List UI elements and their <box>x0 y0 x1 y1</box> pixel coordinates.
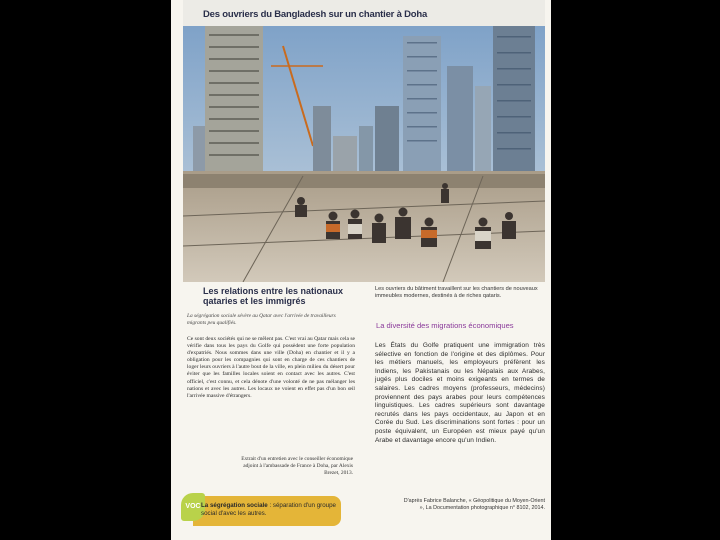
article-source: Extrait d'un entretien avec le conseiller économique adjoint à l'ambassade de France à Doha, par Alexis Brezet, 2013. <box>241 456 353 476</box>
vocabulary-box <box>181 490 341 530</box>
sidebar-heading: La diversité des migrations économiques <box>376 321 514 330</box>
article-heading: Les relations entre les nationaux qataries et les immigrés <box>203 286 344 306</box>
photo-caption: Les ouvriers du bâtiment travaillent sur les chantiers de nouveaux immeubles modernes, destinés à de riches qataris. <box>375 286 538 299</box>
article-intro: La ségrégation sociale sévère au Qatar avec l'arrivée de travailleurs migrants peu qualifiés. <box>187 313 336 326</box>
article-body: Ce sont deux sociétés qui ne se mêlent pas. C'est vrai au Qatar mais cela se vérifie dans tous les pays du Golfe qui possèdent une forte population d'expatriés. Nous sommes dans une ville (Doha) en chantier et il y a obligation pour les compagnies qui sont en charge de ces chantiers de loger leurs ouvriers à l'autre bout de la ville, en plein milieu du désert pour éviter que les familles locales soient en contact avec les autres. C'est officiel, c'est connu, et cela dénote d'une volonté de ne pas mélanger les nations et avec les autres. Les locaux ne voient en effet pas d'un bon œil l'arrivée massive d'étrangers. <box>187 336 355 399</box>
vocabulary-text <box>201 502 339 517</box>
photo-banner <box>183 0 545 26</box>
vocabulary-term: La ségrégation sociale <box>201 502 268 509</box>
vocabulary-definition: : séparation d'un groupe social d'avec les autres. <box>201 502 336 517</box>
construction-site-photo <box>183 26 545 282</box>
sidebar-source: D'après Fabrice Balanche, « Géopolitique du Moyen-Orient », La Documentation photographique n° 8102, 2014. <box>403 498 545 511</box>
textbook-page <box>171 0 551 540</box>
vocabulary-badge: VOC <box>181 493 205 521</box>
sidebar-body: Les États du Golfe pratiquent une immigration très sélective en fonction de l'origine et des diplômes. Pour les métiers manuels, les employeurs préfèrent les Indiens, les Pakistanais ou les Népalais aux Arabes, jugés plus dociles et moins exigeants en termes de salaires. Les cadres moyens (professeurs, médecins) proviennent des pays arabes pour leurs compétences linguistiques. Les cadres supérieurs sont davantage recrutés dans les pays occidentaux, au Japon et en Corée du Sud. Les discriminations sont fortes : pour un poste équivalent, un Européen est mieux payé qu'un Arabe et davantage encore qu'un Indien. <box>375 342 545 444</box>
photo-title: Des ouvriers du Bangladesh sur un chantier à Doha <box>203 9 428 20</box>
